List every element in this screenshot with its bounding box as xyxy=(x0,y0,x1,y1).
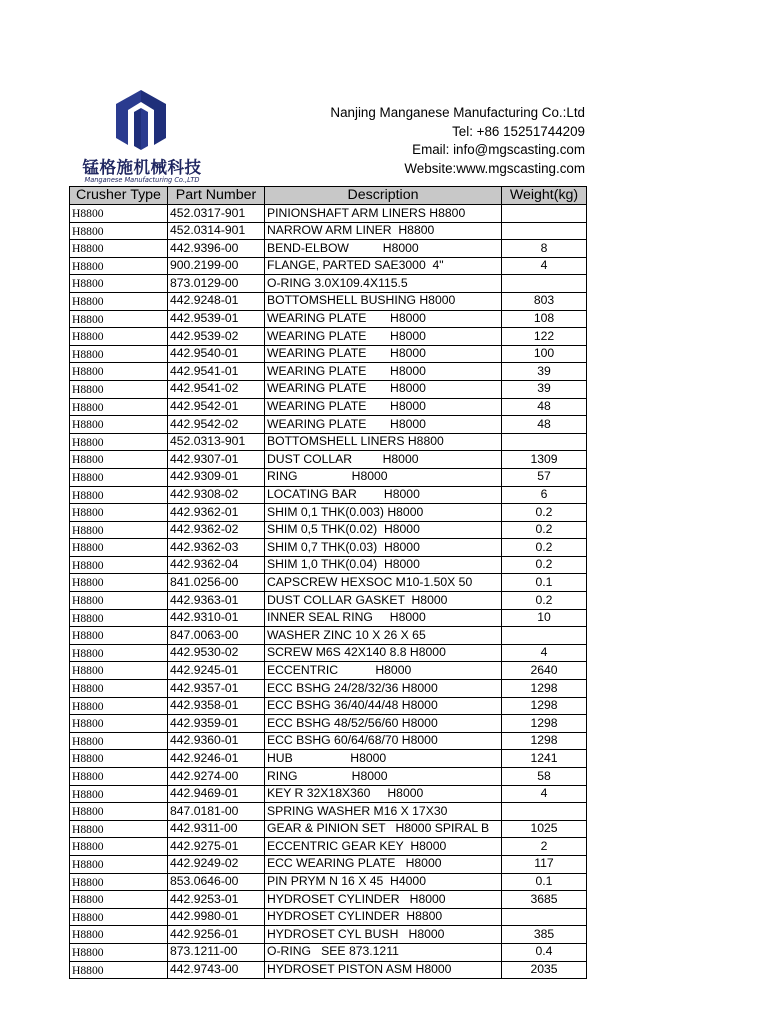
weight-cell: 385 xyxy=(502,926,587,944)
description-cell: SHIM 0,7 THK(0.03) H8000 xyxy=(265,539,502,557)
weight-cell xyxy=(502,627,587,645)
description-cell: O-RING SEE 873.1211 xyxy=(265,943,502,961)
weight-cell: 39 xyxy=(502,363,587,381)
crusher-type-cell: H8800 xyxy=(70,943,168,961)
crusher-type-cell: H8800 xyxy=(70,732,168,750)
table-row xyxy=(70,750,587,768)
weight-cell: 2 xyxy=(502,838,587,856)
table-row xyxy=(70,627,587,645)
description-cell: WEARING PLATE H8000 xyxy=(265,416,502,434)
weight-cell: 1241 xyxy=(502,750,587,768)
table-row xyxy=(70,275,587,293)
part-number-cell: 442.9245-01 xyxy=(168,662,265,680)
part-number-cell: 847.0181-00 xyxy=(168,803,265,821)
description-cell: INNER SEAL RING H8000 xyxy=(265,609,502,627)
part-number-cell: 442.9362-04 xyxy=(168,556,265,574)
weight-cell xyxy=(502,803,587,821)
crusher-type-cell: H8800 xyxy=(70,926,168,944)
table-row xyxy=(70,838,587,856)
crusher-type-cell: H8800 xyxy=(70,592,168,610)
part-number-cell: 442.9541-02 xyxy=(168,380,265,398)
description-cell: RING H8000 xyxy=(265,468,502,486)
crusher-type-cell: H8800 xyxy=(70,451,168,469)
crusher-type-cell: H8800 xyxy=(70,556,168,574)
description-cell: HYDROSET CYLINDER H8800 xyxy=(265,908,502,926)
table-row xyxy=(70,891,587,909)
weight-cell xyxy=(502,908,587,926)
weight-cell: 2640 xyxy=(502,662,587,680)
part-number-cell: 900.2199-00 xyxy=(168,257,265,275)
table-row xyxy=(70,398,587,416)
table-row xyxy=(70,908,587,926)
description-cell: SHIM 0,1 THK(0.003) H8000 xyxy=(265,504,502,522)
table-row xyxy=(70,468,587,486)
crusher-type-cell: H8800 xyxy=(70,468,168,486)
part-number-cell: 442.9363-01 xyxy=(168,592,265,610)
crusher-type-cell: H8800 xyxy=(70,328,168,346)
description-cell: NARROW ARM LINER H8800 xyxy=(265,222,502,240)
company-name: Nanjing Manganese Manufacturing Co.:Ltd xyxy=(330,105,585,120)
crusher-type-cell: H8800 xyxy=(70,750,168,768)
part-number-cell: 442.9396-00 xyxy=(168,240,265,258)
weight-cell: 6 xyxy=(502,486,587,504)
table-row xyxy=(70,363,587,381)
crusher-type-cell: H8800 xyxy=(70,627,168,645)
table-row xyxy=(70,662,587,680)
weight-cell: 48 xyxy=(502,398,587,416)
crusher-type-cell: H8800 xyxy=(70,398,168,416)
crusher-type-cell: H8800 xyxy=(70,820,168,838)
company-email: Email: info@mgscasting.com xyxy=(412,142,585,158)
description-cell: WEARING PLATE H8000 xyxy=(265,363,502,381)
weight-cell: 48 xyxy=(502,416,587,434)
part-number-cell: 841.0256-00 xyxy=(168,574,265,592)
description-cell: WEARING PLATE H8000 xyxy=(265,380,502,398)
description-cell: ECCENTRIC GEAR KEY H8000 xyxy=(265,838,502,856)
weight-cell: 117 xyxy=(502,855,587,873)
table-row xyxy=(70,609,587,627)
weight-cell: 1309 xyxy=(502,451,587,469)
description-cell: DUST COLLAR H8000 xyxy=(265,451,502,469)
part-number-cell: 442.9542-01 xyxy=(168,398,265,416)
column-header-description: Description xyxy=(265,187,502,205)
crusher-type-cell: H8800 xyxy=(70,697,168,715)
column-header-part-number: Part Number xyxy=(168,187,265,205)
crusher-type-cell: H8800 xyxy=(70,891,168,909)
description-cell: RING H8000 xyxy=(265,768,502,786)
table-row xyxy=(70,205,587,223)
description-cell: HYDROSET CYL BUSH H8000 xyxy=(265,926,502,944)
description-cell: HUB H8000 xyxy=(265,750,502,768)
part-number-cell: 442.9530-02 xyxy=(168,644,265,662)
table-row xyxy=(70,257,587,275)
crusher-type-cell: H8800 xyxy=(70,486,168,504)
weight-cell: 39 xyxy=(502,380,587,398)
table-row xyxy=(70,345,587,363)
weight-cell xyxy=(502,222,587,240)
description-cell: SPRING WASHER M16 X 17X30 xyxy=(265,803,502,821)
description-cell: WASHER ZINC 10 X 26 X 65 xyxy=(265,627,502,645)
part-number-cell: 442.9360-01 xyxy=(168,732,265,750)
description-cell: ECC BSHG 24/28/32/36 H8000 xyxy=(265,680,502,698)
company-logo xyxy=(72,88,212,188)
description-cell: WEARING PLATE H8000 xyxy=(265,345,502,363)
weight-cell: 1298 xyxy=(502,697,587,715)
logo-mark-icon xyxy=(108,88,174,154)
weight-cell: 0.2 xyxy=(502,592,587,610)
weight-cell: 108 xyxy=(502,310,587,328)
crusher-type-cell: H8800 xyxy=(70,644,168,662)
description-cell: CAPSCREW HEXSOC M10-1.50X 50 xyxy=(265,574,502,592)
crusher-type-cell: H8800 xyxy=(70,908,168,926)
part-number-cell: 442.9309-01 xyxy=(168,468,265,486)
weight-cell: 0.1 xyxy=(502,873,587,891)
description-cell: WEARING PLATE H8000 xyxy=(265,310,502,328)
table-row xyxy=(70,433,587,451)
table-row xyxy=(70,961,587,979)
company-contact-block xyxy=(330,104,585,179)
part-number-cell: 442.9539-01 xyxy=(168,310,265,328)
weight-cell: 10 xyxy=(502,609,587,627)
crusher-type-cell: H8800 xyxy=(70,380,168,398)
description-cell: PIN PRYM N 16 X 45 H4000 xyxy=(265,873,502,891)
crusher-type-cell: H8800 xyxy=(70,715,168,733)
table-row xyxy=(70,451,587,469)
part-number-cell: 442.9362-01 xyxy=(168,504,265,522)
part-number-cell: 442.9307-01 xyxy=(168,451,265,469)
weight-cell: 0.1 xyxy=(502,574,587,592)
table-row xyxy=(70,644,587,662)
table-row xyxy=(70,328,587,346)
crusher-type-cell: H8800 xyxy=(70,222,168,240)
part-number-cell: 452.0313-901 xyxy=(168,433,265,451)
weight-cell xyxy=(502,275,587,293)
table-row xyxy=(70,820,587,838)
part-number-cell: 442.9256-01 xyxy=(168,926,265,944)
crusher-type-cell: H8800 xyxy=(70,609,168,627)
parts-table xyxy=(69,186,587,979)
weight-cell: 1025 xyxy=(502,820,587,838)
weight-cell xyxy=(502,433,587,451)
company-phone: Tel: +86 15251744209 xyxy=(452,123,585,139)
crusher-type-cell: H8800 xyxy=(70,662,168,680)
weight-cell: 4 xyxy=(502,257,587,275)
crusher-type-cell: H8800 xyxy=(70,873,168,891)
part-number-cell: 442.9469-01 xyxy=(168,785,265,803)
table-row xyxy=(70,715,587,733)
crusher-type-cell: H8800 xyxy=(70,768,168,786)
crusher-type-cell: H8800 xyxy=(70,363,168,381)
description-cell: BOTTOMSHELL BUSHING H8000 xyxy=(265,292,502,310)
description-cell: DUST COLLAR GASKET H8000 xyxy=(265,592,502,610)
part-number-cell: 442.9274-00 xyxy=(168,768,265,786)
crusher-type-cell: H8800 xyxy=(70,574,168,592)
table-row xyxy=(70,592,587,610)
table-row xyxy=(70,222,587,240)
table-row xyxy=(70,732,587,750)
description-cell: ECCENTRIC H8000 xyxy=(265,662,502,680)
crusher-type-cell: H8800 xyxy=(70,539,168,557)
crusher-type-cell: H8800 xyxy=(70,680,168,698)
weight-cell: 8 xyxy=(502,240,587,258)
crusher-type-cell: H8800 xyxy=(70,257,168,275)
crusher-type-cell: H8800 xyxy=(70,803,168,821)
description-cell: GEAR & PINION SET H8000 SPIRAL B xyxy=(265,820,502,838)
weight-cell: 1298 xyxy=(502,732,587,750)
table-row xyxy=(70,855,587,873)
crusher-type-cell: H8800 xyxy=(70,240,168,258)
part-number-cell: 442.9358-01 xyxy=(168,697,265,715)
description-cell: WEARING PLATE H8000 xyxy=(265,398,502,416)
weight-cell: 58 xyxy=(502,768,587,786)
part-number-cell: 873.1211-00 xyxy=(168,943,265,961)
part-number-cell: 442.9362-03 xyxy=(168,539,265,557)
part-number-cell: 452.0317-901 xyxy=(168,205,265,223)
weight-cell: 100 xyxy=(502,345,587,363)
table-header-row xyxy=(70,187,587,205)
part-number-cell: 442.9539-02 xyxy=(168,328,265,346)
table-row xyxy=(70,926,587,944)
table-row xyxy=(70,697,587,715)
part-number-cell: 442.9310-01 xyxy=(168,609,265,627)
part-number-cell: 442.9311-00 xyxy=(168,820,265,838)
description-cell: SHIM 0,5 THK(0.02) H8000 xyxy=(265,521,502,539)
weight-cell: 1298 xyxy=(502,715,587,733)
part-number-cell: 442.9542-02 xyxy=(168,416,265,434)
part-number-cell: 452.0314-901 xyxy=(168,222,265,240)
table-row xyxy=(70,680,587,698)
table-row xyxy=(70,556,587,574)
table-row xyxy=(70,768,587,786)
crusher-type-cell: H8800 xyxy=(70,961,168,979)
crusher-type-cell: H8800 xyxy=(70,310,168,328)
crusher-type-cell: H8800 xyxy=(70,855,168,873)
crusher-type-cell: H8800 xyxy=(70,416,168,434)
parts-table-body xyxy=(70,205,587,979)
description-cell: ECC WEARING PLATE H8000 xyxy=(265,855,502,873)
description-cell: O-RING 3.0X109.4X115.5 xyxy=(265,275,502,293)
logo-chinese-name: 锰格施机械科技 xyxy=(82,158,202,177)
table-row xyxy=(70,539,587,557)
crusher-type-cell: H8800 xyxy=(70,504,168,522)
table-row xyxy=(70,486,587,504)
table-row xyxy=(70,380,587,398)
part-number-cell: 442.9362-02 xyxy=(168,521,265,539)
description-cell: ECC BSHG 36/40/44/48 H8000 xyxy=(265,697,502,715)
weight-cell xyxy=(502,205,587,223)
table-row xyxy=(70,240,587,258)
weight-cell: 2035 xyxy=(502,961,587,979)
description-cell: HYDROSET PISTON ASM H8000 xyxy=(265,961,502,979)
table-row xyxy=(70,310,587,328)
part-number-cell: 873.0129-00 xyxy=(168,275,265,293)
part-number-cell: 442.9540-01 xyxy=(168,345,265,363)
table-row xyxy=(70,943,587,961)
weight-cell: 4 xyxy=(502,785,587,803)
part-number-cell: 442.9308-02 xyxy=(168,486,265,504)
description-cell: ECC BSHG 48/52/56/60 H8000 xyxy=(265,715,502,733)
crusher-type-cell: H8800 xyxy=(70,785,168,803)
part-number-cell: 442.9249-02 xyxy=(168,855,265,873)
description-cell: PINIONSHAFT ARM LINERS H8800 xyxy=(265,205,502,223)
part-number-cell: 853.0646-00 xyxy=(168,873,265,891)
description-cell: LOCATING BAR H8000 xyxy=(265,486,502,504)
crusher-type-cell: H8800 xyxy=(70,521,168,539)
description-cell: BEND-ELBOW H8000 xyxy=(265,240,502,258)
description-cell: KEY R 32X18X360 H8000 xyxy=(265,785,502,803)
crusher-type-cell: H8800 xyxy=(70,345,168,363)
table-row xyxy=(70,785,587,803)
column-header-weight: Weight(kg) xyxy=(502,187,587,205)
crusher-type-cell: H8800 xyxy=(70,275,168,293)
crusher-type-cell: H8800 xyxy=(70,433,168,451)
weight-cell: 0.2 xyxy=(502,504,587,522)
table-row xyxy=(70,521,587,539)
crusher-type-cell: H8800 xyxy=(70,205,168,223)
part-number-cell: 442.9541-01 xyxy=(168,363,265,381)
weight-cell: 803 xyxy=(502,292,587,310)
table-row xyxy=(70,292,587,310)
table-row xyxy=(70,803,587,821)
description-cell: BOTTOMSHELL LINERS H8800 xyxy=(265,433,502,451)
part-number-cell: 442.9246-01 xyxy=(168,750,265,768)
description-cell: SCREW M6S 42X140 8.8 H8000 xyxy=(265,644,502,662)
part-number-cell: 442.9248-01 xyxy=(168,292,265,310)
part-number-cell: 442.9253-01 xyxy=(168,891,265,909)
description-cell: WEARING PLATE H8000 xyxy=(265,328,502,346)
weight-cell: 4 xyxy=(502,644,587,662)
weight-cell: 0.2 xyxy=(502,556,587,574)
part-number-cell: 847.0063-00 xyxy=(168,627,265,645)
weight-cell: 1298 xyxy=(502,680,587,698)
part-number-cell: 442.9743-00 xyxy=(168,961,265,979)
part-number-cell: 442.9359-01 xyxy=(168,715,265,733)
weight-cell: 57 xyxy=(502,468,587,486)
weight-cell: 0.2 xyxy=(502,521,587,539)
description-cell: ECC BSHG 60/64/68/70 H8000 xyxy=(265,732,502,750)
crusher-type-cell: H8800 xyxy=(70,838,168,856)
table-row xyxy=(70,504,587,522)
table-row xyxy=(70,574,587,592)
part-number-cell: 442.9357-01 xyxy=(168,680,265,698)
weight-cell: 0.4 xyxy=(502,943,587,961)
table-row xyxy=(70,873,587,891)
logo-english-name: Manganese Manufacturing Co.,LTD xyxy=(84,176,200,184)
description-cell: FLANGE, PARTED SAE3000 4" xyxy=(265,257,502,275)
description-cell: SHIM 1,0 THK(0.04) H8000 xyxy=(265,556,502,574)
description-cell: HYDROSET CYLINDER H8000 xyxy=(265,891,502,909)
weight-cell: 0.2 xyxy=(502,539,587,557)
part-number-cell: 442.9275-01 xyxy=(168,838,265,856)
part-number-cell: 442.9980-01 xyxy=(168,908,265,926)
column-header-crusher-type: Crusher Type xyxy=(70,187,168,205)
weight-cell: 3685 xyxy=(502,891,587,909)
company-website: Website:www.mgscasting.com xyxy=(404,161,585,177)
table-row xyxy=(70,416,587,434)
weight-cell: 122 xyxy=(502,328,587,346)
crusher-type-cell: H8800 xyxy=(70,292,168,310)
